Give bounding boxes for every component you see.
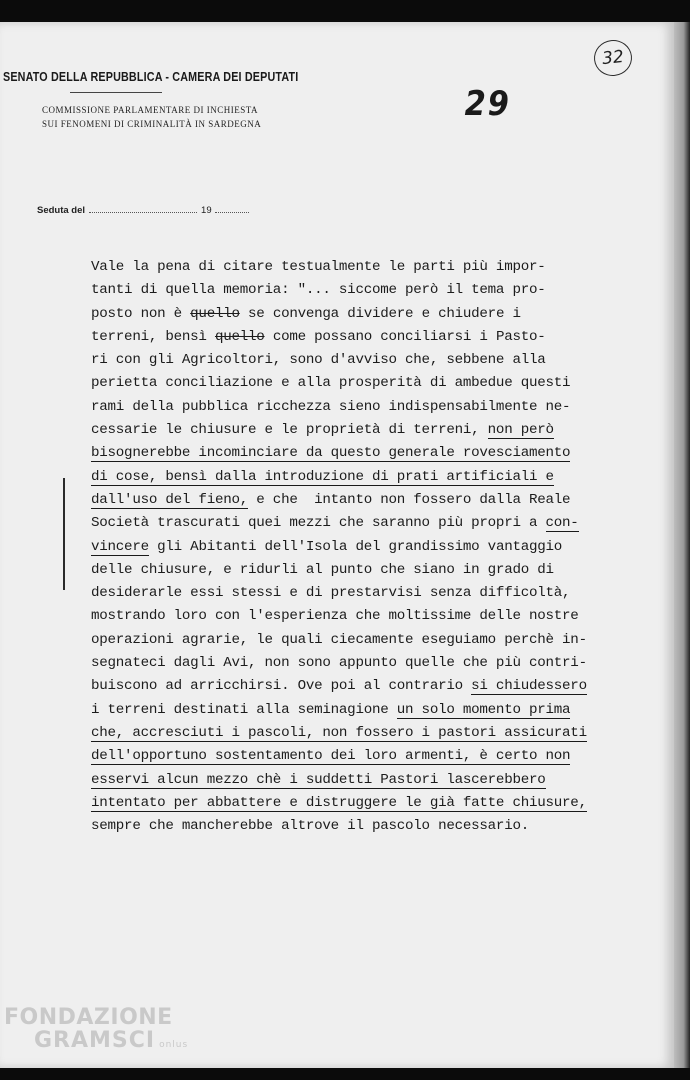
seduta-label: Seduta del	[37, 205, 86, 216]
struck-word: quello	[214, 328, 265, 345]
handwritten-page-number: 29	[464, 84, 511, 124]
fondazione-gramsci-watermark	[4, 1005, 188, 1053]
archive-stamp-number: 32	[592, 38, 634, 78]
date-blank	[89, 203, 197, 213]
underlined-text: che, accresciuti i pascoli, non fossero i pastori assicurati	[91, 724, 587, 741]
commission-line-1: COMMISSIONE PARLAMENTARE DI INCHIESTA	[42, 105, 258, 115]
typed-body-text: Vale la pena di citare testualmente le parti più impor- tanti di quella memoria: "... siccome però il tema pro- posto non è quello se convenga dividere e chiudere i terreni, bensì quello come possano conciliarsi i Pasto- ri con gli Agricoltori, sono d'avviso che, sebbene alla perietta conciliazione e alla prosperità di ambedue questi rami della pubblica ricchezza sieno indispensabilmente ne- cessarie le chiusure e le proprietà di terreni, non però bisognerebbe incominciare da questo generale rovesciamento di cose, bensì dalla introduzione di prati artificiali e dall'uso del fieno, e che intanto non fossero dalla Reale Società trascurati quei mezzi che saranno più propri a con- vincere gli Abitanti dell'Isola del grandissimo vantaggio delle chiusure, e ridurli al punto che siano in grado di desiderarle essi stessi e di prestarvisi senza difficoltà, mostrando loro con l'esperienza che moltissime delle nostre operazioni agrarie, le quali ciecamente eseguiamo perchè in- segnateci dagli Avi, non sono appunto quelle che più contri- buiscono ad arricchirsi. Ove poi al contrario si chiudessero i terreni destinati alla seminagione un solo momento prima che, accresciuti i pascoli, non fossero i pastori assicurati dell'opportuno sostentamento dei loro armenti, è certo non esservi alcun mezzo chè i suddetti Pastori lascerebbero intentato per abbattere e distruggere le già fatte chiusure, sempre che mancherebbe altrove il pascolo necessario.	[91, 259, 587, 835]
year-prefix: 19	[201, 205, 212, 216]
underlined-text: un solo momento prima	[396, 701, 571, 718]
page-edge	[674, 22, 690, 1068]
commission-subtitle	[42, 103, 261, 131]
struck-word: quello	[190, 305, 240, 322]
underlined-text: di cose, bensì dalla introduzione di prati artificiali e	[91, 468, 554, 485]
margin-mark	[63, 478, 65, 590]
underlined-text: con-	[545, 515, 579, 532]
underlined-text: si chiudessero	[471, 678, 587, 695]
underlined-text: esservi alcun mezzo chè i suddetti Pastori lascerebbero	[91, 771, 546, 788]
underlined-text: dell'opportuno sostentamento dei loro armenti, è certo non	[91, 748, 571, 765]
header-divider	[70, 92, 162, 93]
watermark-line-2: GRAMSCI onlus	[34, 1028, 189, 1053]
underlined-text: vincere	[91, 538, 149, 555]
institution-header: SENATO DELLA REPUBBLICA - CAMERA DEI DEPUTATI	[3, 70, 299, 84]
watermark-suffix: onlus	[159, 1040, 189, 1050]
underlined-text: dall'uso del fieno,	[91, 491, 249, 508]
underlined-text: bisognerebbe incominciare da questo generale rovesciamento	[91, 445, 571, 462]
watermark-line-1: FONDAZIONE	[4, 1005, 173, 1030]
commission-line-2: SUI FENOMENI DI CRIMINALITÀ IN SARDEGNA	[42, 119, 262, 129]
underlined-text: intentato per abbattere e distruggere le già fatte chiusure,	[91, 794, 587, 811]
year-blank	[215, 203, 249, 213]
seduta-line	[37, 203, 249, 216]
underlined-text: non però	[487, 422, 554, 439]
